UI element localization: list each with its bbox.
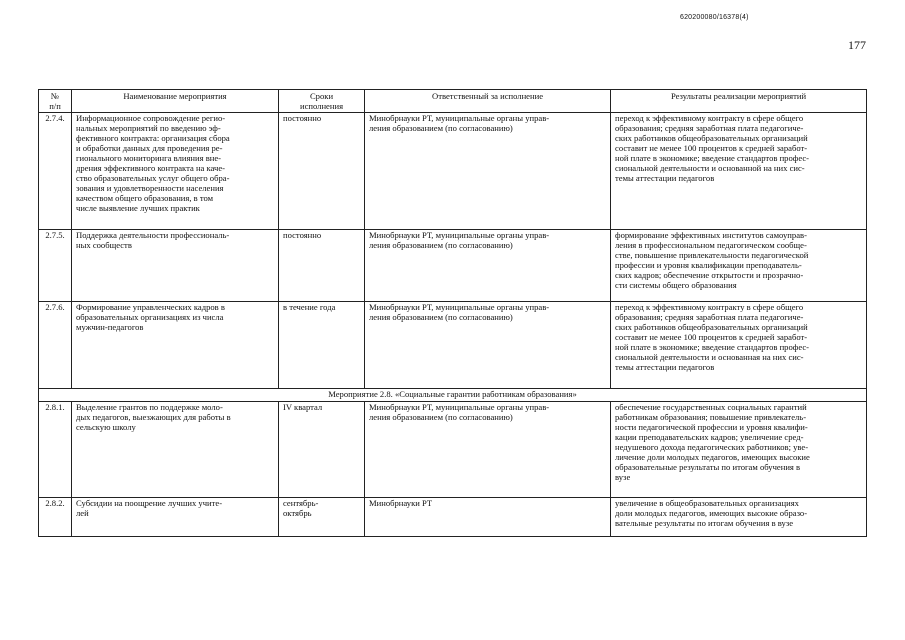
row-term: постоянно (279, 229, 365, 301)
col-header-term: Сроки исполнения (279, 90, 365, 113)
table-row (39, 301, 867, 388)
table-row (39, 401, 867, 497)
row-number: 2.8.1. (39, 401, 72, 497)
table-row (39, 497, 867, 536)
row-responsible: Минобрнауки РТ, муниципальные органы управ- ления образованием (по согласованию) (365, 112, 611, 229)
row-term: IV квартал (279, 401, 365, 497)
row-term: сентябрь- октябрь (279, 497, 365, 536)
row-name: Субсидии на поощрение лучших учите- лей (72, 497, 279, 536)
row-name: Выделение грантов по поддержке моло- дых педагогов, выезжающих для работы в сельскую школу (72, 401, 279, 497)
page-number: 177 (848, 38, 866, 52)
row-number: 2.7.4. (39, 112, 72, 229)
row-results: обеспечение государственных социальных гарантий работникам образования; повышение привлекатель- ности педагогической профессии и уровня квалифи- кации преподавательских кадров; увеличение сред- недушевого дохода педагогических работников; уве- личение доли молодых педагогов, имеющих высокие образовательные результаты по итогам обучения в вузе (611, 401, 867, 497)
row-results: переход к эффективному контракту в сфере общего образования; средняя заработная плата педагогиче- ских работников общеобразовательных организаций составит не менее 100 процентов к средней заработ- ной плате в экономике; введение стандартов профес- сиональной деятельности и основанной на них сис- темы аттестации педагогов (611, 112, 867, 229)
measures-table (38, 89, 867, 537)
row-responsible: Минобрнауки РТ, муниципальные органы управ- ления образованием (по согласованию) (365, 229, 611, 301)
section-header-row (39, 388, 867, 401)
row-name: Поддержка деятельности профессиональ- ных сообществ (72, 229, 279, 301)
row-name: Информационное сопровождение регио- нальных мероприятий по введению эф- фективного контракта: организация сбора и обработки данных для проведения ре- гионального мониторинга влияния вне- дрения эффективного контракта на каче- ство образовательных услуг общего обра- зования и удовлетворенности населения качеством общего образования, в том числе выявление лучших практик (72, 112, 279, 229)
row-responsible: Минобрнауки РТ, муниципальные органы управ- ления образованием (по согласованию) (365, 401, 611, 497)
col-header-name: Наименование мероприятия (72, 90, 279, 113)
row-number: 2.8.2. (39, 497, 72, 536)
table-row (39, 229, 867, 301)
row-number: 2.7.6. (39, 301, 72, 388)
table-header-row (39, 90, 867, 113)
section-title: Мероприятие 2.8. «Социальные гарантии работникам образования» (39, 388, 867, 401)
row-results: переход к эффективному контракту в сфере общего образования; средняя заработная плата педагогиче- ских работников общеобразовательных организаций составит не менее 100 процентов к средней заработ- ной плате в экономике; введение стандартов профес- сиональной деятельности и основанная на них сис- темы аттестации педагогов (611, 301, 867, 388)
col-header-results: Результаты реализации мероприятий (611, 90, 867, 113)
row-term: в течение года (279, 301, 365, 388)
col-header-responsible: Ответственный за исполнение (365, 90, 611, 113)
row-results: формирование эффективных институтов самоуправ- ления в профессиональном педагогическом сообще- стве, повышение привлекательности педагогической профессии и уровня квалификации преподаватель- ских кадров; обеспечение открытости и прозрачно- сти системы общего образования (611, 229, 867, 301)
row-term: постоянно (279, 112, 365, 229)
row-name: Формирование управленческих кадров в образовательных организациях из числа мужчин-педагогов (72, 301, 279, 388)
col-header-number: № п/п (39, 90, 72, 113)
table-row (39, 112, 867, 229)
row-responsible: Минобрнауки РТ (365, 497, 611, 536)
row-responsible: Минобрнауки РТ, муниципальные органы управ- ления образованием (по согласованию) (365, 301, 611, 388)
row-results: увеличение в общеобразовательных организациях доли молодых педагогов, имеющих высокие образо- вательные результаты по итогам обучения в вузе (611, 497, 867, 536)
document-code: 620200080/16378(4) (680, 14, 749, 21)
row-number: 2.7.5. (39, 229, 72, 301)
